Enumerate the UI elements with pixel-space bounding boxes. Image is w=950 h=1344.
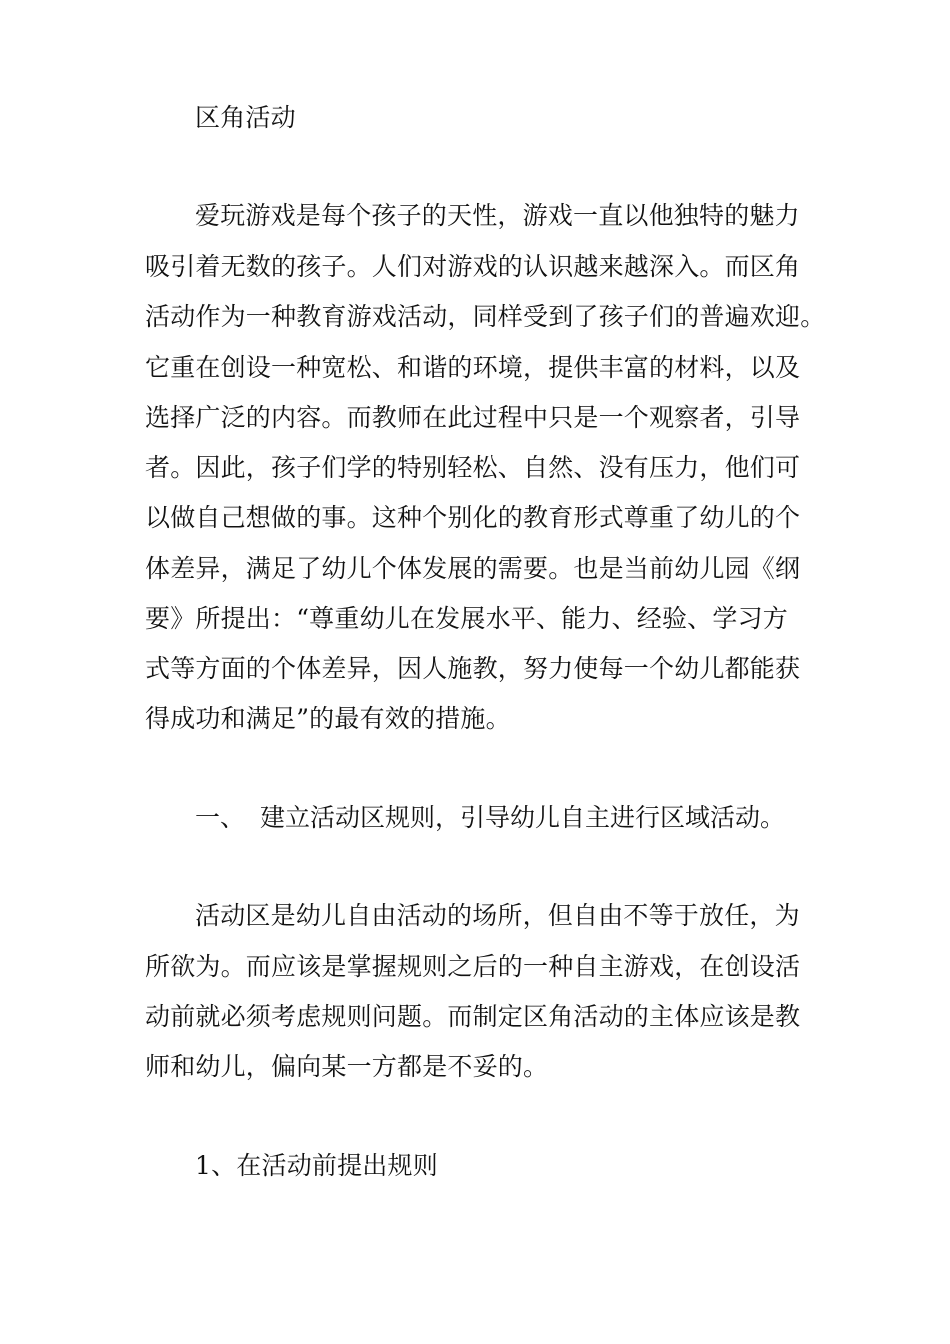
section-1-number: 一、 — [195, 803, 246, 832]
section-1-line-2: 所欲为。而应该是掌握规则之后的一种自主游戏，在创设活 — [145, 952, 801, 981]
section-1-line-3: 动前就必须考虑规则问题。而制定区角活动的主体应该是教 — [145, 1002, 801, 1031]
intro-line-1: 爱玩游戏是每个孩子的天性，游戏一直以他独特的魅力 — [195, 201, 800, 230]
intro-line-7: 以做自己想做的事。这种个别化的教育形式尊重了幼儿的个 — [145, 503, 801, 532]
intro-line-2: 吸引着无数的孩子。人们对游戏的认识越来越深入。而区角 — [145, 252, 801, 281]
section-1-line-4: 师和幼儿，偏向某一方都是不妥的。 — [145, 1052, 549, 1081]
intro-line-8: 体差异，满足了幼儿个体发展的需要。也是当前幼儿园《纲 — [145, 554, 801, 583]
section-1-heading: 建立活动区规则，引导幼儿自主进行区域活动。 — [260, 803, 786, 832]
intro-line-3: 活动作为一种教育游戏活动，同样受到了孩子们的普遍欢迎。 — [145, 302, 826, 331]
intro-line-9: 要》所提出：“尊重幼儿在发展水平、能力、经验、学习方 — [145, 604, 788, 633]
intro-line-10: 式等方面的个体差异，因人施教，努力使每一个幼儿都能获 — [145, 654, 801, 683]
intro-line-11: 得成功和满足”的最有效的措施。 — [145, 704, 511, 733]
section-1-line-1: 活动区是幼儿自由活动的场所，但自由不等于放任，为 — [195, 901, 800, 930]
document-title: 区角活动 — [195, 103, 296, 132]
intro-line-6: 者。因此，孩子们学的特别轻松、自然、没有压力，他们可 — [145, 453, 801, 482]
subsection-1-heading: 1、在活动前提出规则 — [195, 1151, 438, 1180]
intro-line-5: 选择广泛的内容。而教师在此过程中只是一个观察者，引导 — [145, 403, 801, 432]
intro-line-4: 它重在创设一种宽松、和谐的环境，提供丰富的材料，以及 — [145, 353, 801, 382]
